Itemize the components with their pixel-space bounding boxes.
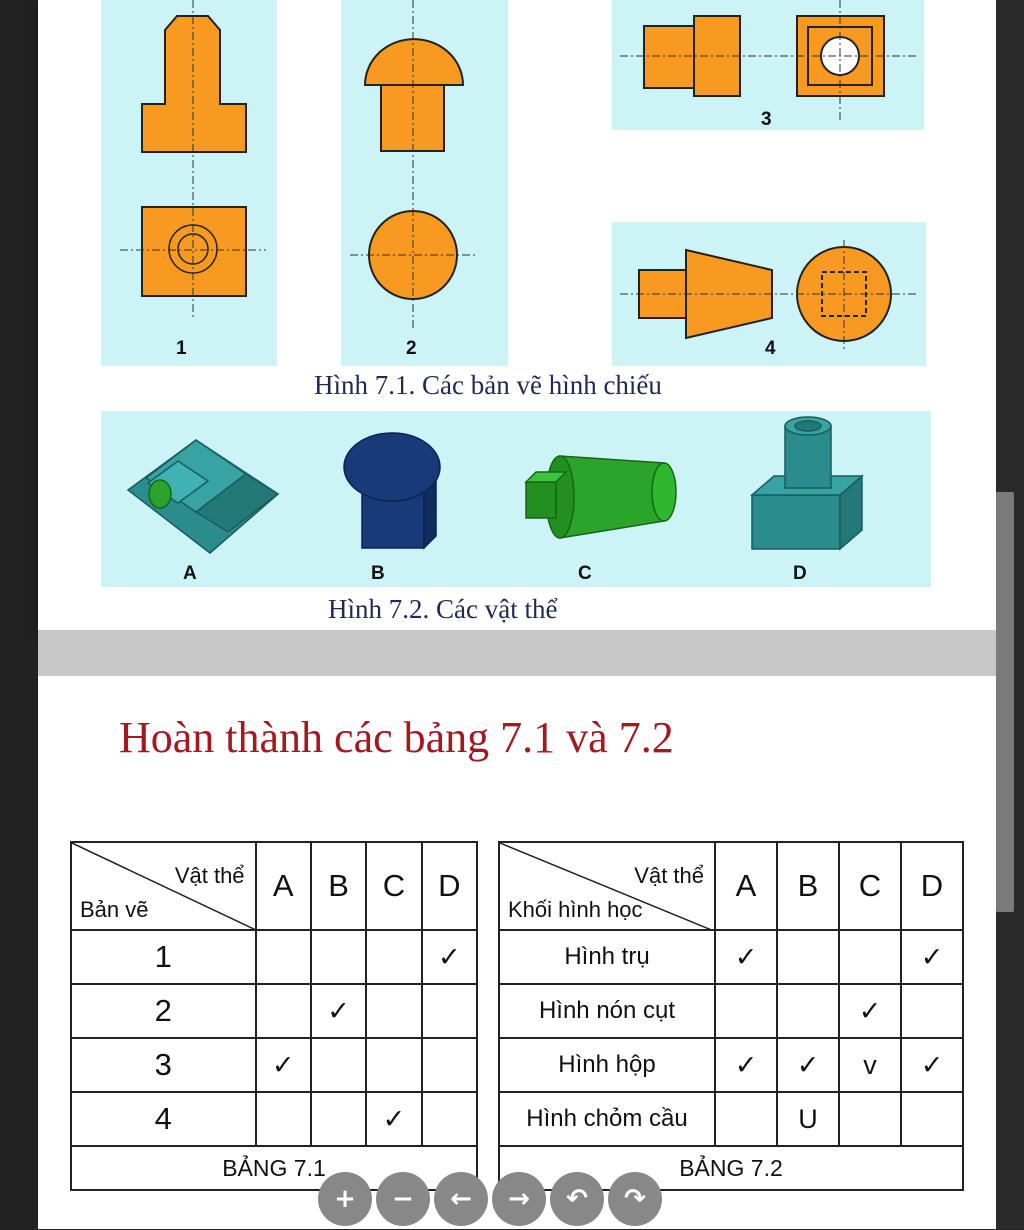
- object-label-c: C: [578, 563, 592, 584]
- table-1-cell[interactable]: ✓: [366, 1092, 421, 1146]
- table-1-cell[interactable]: [366, 1038, 421, 1092]
- table-2-cell[interactable]: ✓: [901, 1038, 963, 1092]
- table-2-corner-top: Vật thể: [634, 863, 704, 888]
- table-2-cell[interactable]: [777, 984, 839, 1038]
- object-d: [752, 417, 862, 549]
- table-1-col-a: A: [256, 842, 311, 930]
- redo-button[interactable]: ↷: [608, 1172, 662, 1226]
- table-2-cell[interactable]: v: [839, 1038, 901, 1092]
- table-2-cell[interactable]: [715, 984, 777, 1038]
- table-2-row-label: Hình chỏm cầu: [499, 1092, 715, 1146]
- table-2-row-label: Hình hộp: [499, 1038, 715, 1092]
- figure-7-2-caption: Hình 7.2. Các vật thể: [328, 594, 558, 624]
- table-2-col-b: B: [777, 842, 839, 930]
- table-2-row-label: Hình nón cụt: [499, 984, 715, 1038]
- table-row: [499, 984, 963, 1038]
- table-1-cell[interactable]: [311, 930, 366, 984]
- table-2-cell[interactable]: [901, 1092, 963, 1146]
- table-1-cell[interactable]: ✓: [422, 930, 477, 984]
- viewer-toolbar: [318, 1172, 662, 1230]
- table-2-col-d: D: [901, 842, 963, 930]
- table-2-cell[interactable]: [839, 930, 901, 984]
- object-b: [344, 433, 440, 548]
- table-7-1: [70, 841, 478, 1191]
- object-a: [128, 440, 278, 553]
- table-2-cell[interactable]: [777, 930, 839, 984]
- previous-button[interactable]: ←: [434, 1172, 488, 1226]
- zoom-in-button[interactable]: +: [318, 1172, 372, 1226]
- table-1-row-label: 3: [71, 1038, 256, 1092]
- table-2-cell[interactable]: ✓: [777, 1038, 839, 1092]
- table-1-cell[interactable]: [311, 1092, 366, 1146]
- drawing-label-3: 3: [761, 109, 772, 130]
- table-1-corner-bottom: Bản vẽ: [80, 897, 149, 922]
- table-1-cell[interactable]: [422, 984, 477, 1038]
- table-row: [71, 930, 477, 984]
- table-2-cell[interactable]: ✓: [901, 930, 963, 984]
- drawing-label-4: 4: [765, 338, 776, 359]
- table-1-corner-top: Vật thể: [174, 863, 245, 888]
- table-2-cell[interactable]: ✓: [839, 984, 901, 1038]
- table-2-col-c: C: [839, 842, 901, 930]
- table-2-row-label: Hình trụ: [499, 930, 715, 984]
- table-1-col-c: C: [366, 842, 421, 930]
- table-1-row-label: 4: [71, 1092, 256, 1146]
- table-row: [499, 1092, 963, 1146]
- table-1-cell[interactable]: [311, 1038, 366, 1092]
- table-row: [71, 1092, 477, 1146]
- table-1-cell[interactable]: [366, 930, 421, 984]
- table-2-corner-bottom: Khối hình học: [508, 897, 643, 922]
- object-label-d: D: [793, 563, 807, 584]
- object-label-a: A: [183, 563, 197, 584]
- table-1-corner: [71, 842, 256, 930]
- table-2-corner: [499, 842, 715, 930]
- table-2-cell[interactable]: [839, 1092, 901, 1146]
- table-1-col-d: D: [422, 842, 477, 930]
- table-1-cell[interactable]: [256, 984, 311, 1038]
- table-1-cell[interactable]: [256, 930, 311, 984]
- table-2-cell[interactable]: ✓: [715, 930, 777, 984]
- table-2-cell[interactable]: [715, 1092, 777, 1146]
- drawing-label-2: 2: [406, 338, 417, 359]
- table-row: [71, 1038, 477, 1092]
- table-2-caption: BẢNG 7.2: [499, 1146, 963, 1190]
- object-label-b: B: [371, 563, 385, 584]
- table-row: [499, 1038, 963, 1092]
- table-1-cell[interactable]: [256, 1092, 311, 1146]
- table-2-col-a: A: [715, 842, 777, 930]
- drawing-label-1: 1: [176, 338, 187, 359]
- table-2-cell[interactable]: ✓: [715, 1038, 777, 1092]
- table-1-cell[interactable]: [422, 1092, 477, 1146]
- table-1-row-label: 1: [71, 930, 256, 984]
- table-2-cell[interactable]: [901, 984, 963, 1038]
- table-2-cell[interactable]: U: [777, 1092, 839, 1146]
- table-1-cell[interactable]: [366, 984, 421, 1038]
- table-1-cell[interactable]: ✓: [311, 984, 366, 1038]
- object-c: [526, 456, 676, 538]
- zoom-out-button[interactable]: −: [376, 1172, 430, 1226]
- table-1-col-b: B: [311, 842, 366, 930]
- table-1-cell[interactable]: [422, 1038, 477, 1092]
- table-row: [71, 984, 477, 1038]
- table-7-2: [498, 841, 964, 1191]
- table-1-row-label: 2: [71, 984, 256, 1038]
- figure-7-1-caption: Hình 7.1. Các bản vẽ hình chiếu: [314, 370, 662, 400]
- table-row: [499, 930, 963, 984]
- exercise-heading: Hoàn thành các bảng 7.1 và 7.2: [119, 713, 674, 762]
- undo-button[interactable]: ↶: [550, 1172, 604, 1226]
- table-1-cell[interactable]: ✓: [256, 1038, 311, 1092]
- next-button[interactable]: →: [492, 1172, 546, 1226]
- table-1-caption: BẢNG 7.1: [71, 1146, 477, 1190]
